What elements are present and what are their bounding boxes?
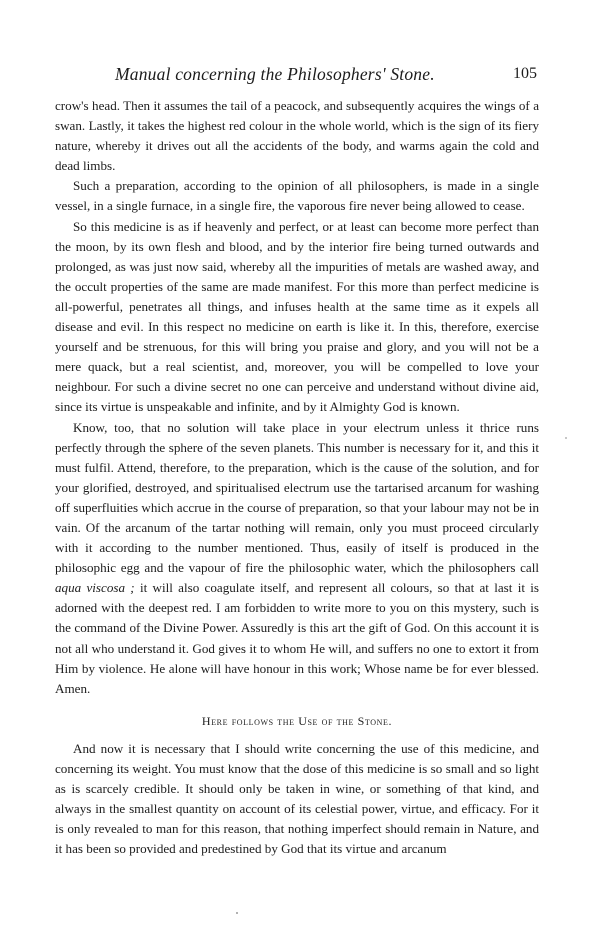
page-speck: [236, 912, 238, 914]
running-head: [55, 64, 539, 90]
body-text: [55, 96, 539, 859]
page-speck: [565, 437, 567, 439]
paragraph: So this medicine is as if heavenly and perfect, or at least can become more perfect than the moon, by its own flesh and blood, and by the interior fire being turned outwards and prolonged, as was just now said, whereby all the impurities of metals are washed away, and the occult properties of the same are made manifest. For this more than perfect medicine is all-powerful, penetrates all things, and infuses health at the same time as it expels all disease and evil. In this respect no medicine on earth is like it. In this, therefore, exercise yourself and be strenuous, for this will bring you praise and glory, and you will not be a mere quack, but a real scientist, and, moreover, you will be compelled to love your neighbour. For such a divine secret no one can perceive and understand without divine aid, since its virtue is unspeakable and infinite, and by it Almighty God is known.: [55, 218, 539, 415]
paragraph-continued: crow's head. Then it assumes the tail of a peacock, and subsequently acquires the wings of a swan. Lastly, it takes the highest red colour in the whole world, which is the sign of its fiery nature, whereby it drives out all the accidents of the body, and warms again the cold and dead limbs.: [55, 98, 539, 174]
section-heading: Here follows the Use of the Stone.: [201, 713, 393, 728]
book-page: [55, 64, 539, 859]
latin-term: aqua viscosa ;: [55, 580, 135, 596]
paragraph-text: Know, too, that no solution will take place in your electrum unless it thrice runs perfectly through the sphere of the seven planets. This number is necessary for it, and this it must fulfil. Attend, therefore, to the preparation, which is the cause of the solution, and for your glorified, destroyed, and spiritualised electrum use the tartarised arcanum for washing off superfluities which accrue in the course of preparation, so that your labour may not be in vain. Of the arcanum of the tartar nothing will remain, only you must proceed circularly with it according to the number mentioned. Thus, easily of itself is produced in the philosophic egg and the vapour of fire the philosophic water, which the philosophers call: [55, 419, 539, 576]
paragraph-text: it will also coagulate itself, and represent all colours, so that at last it is adorned with the deepest red. I am forbidden to write more to you on this mystery, such is the command of the Divine Power. Assuredly is this art the gift of God. On this account it is not all who understand it. God gives it to whom He will, and suffers no one to extort it from Him by violence. He alone will have honour in this work; Whose name be for ever blessed. Amen.: [55, 580, 539, 696]
paragraph: [55, 418, 539, 699]
page-number: 105: [513, 65, 537, 82]
running-title: Manual concerning the Philosophers' Stone.: [115, 64, 435, 84]
paragraph: Such a preparation, according to the opinion of all philosophers, is made in a single vessel, in a single furnace, in a single fire, the vaporous fire never being allowed to cease.: [55, 178, 539, 214]
paragraph: And now it is necessary that I should write concerning the use of this medicine, and concerning its weight. You must know that the dose of this medicine is so small and so light as is scarcely credible. It should only be taken in wine, or something of that kind, and always in the smallest quantity on account of its celestial power, virtue, and efficacy. For it is only revealed to man for this reason, that nothing imperfect should remain in Nature, and it has been so provided and predestined by God that its virtue and arcanum: [55, 740, 539, 857]
